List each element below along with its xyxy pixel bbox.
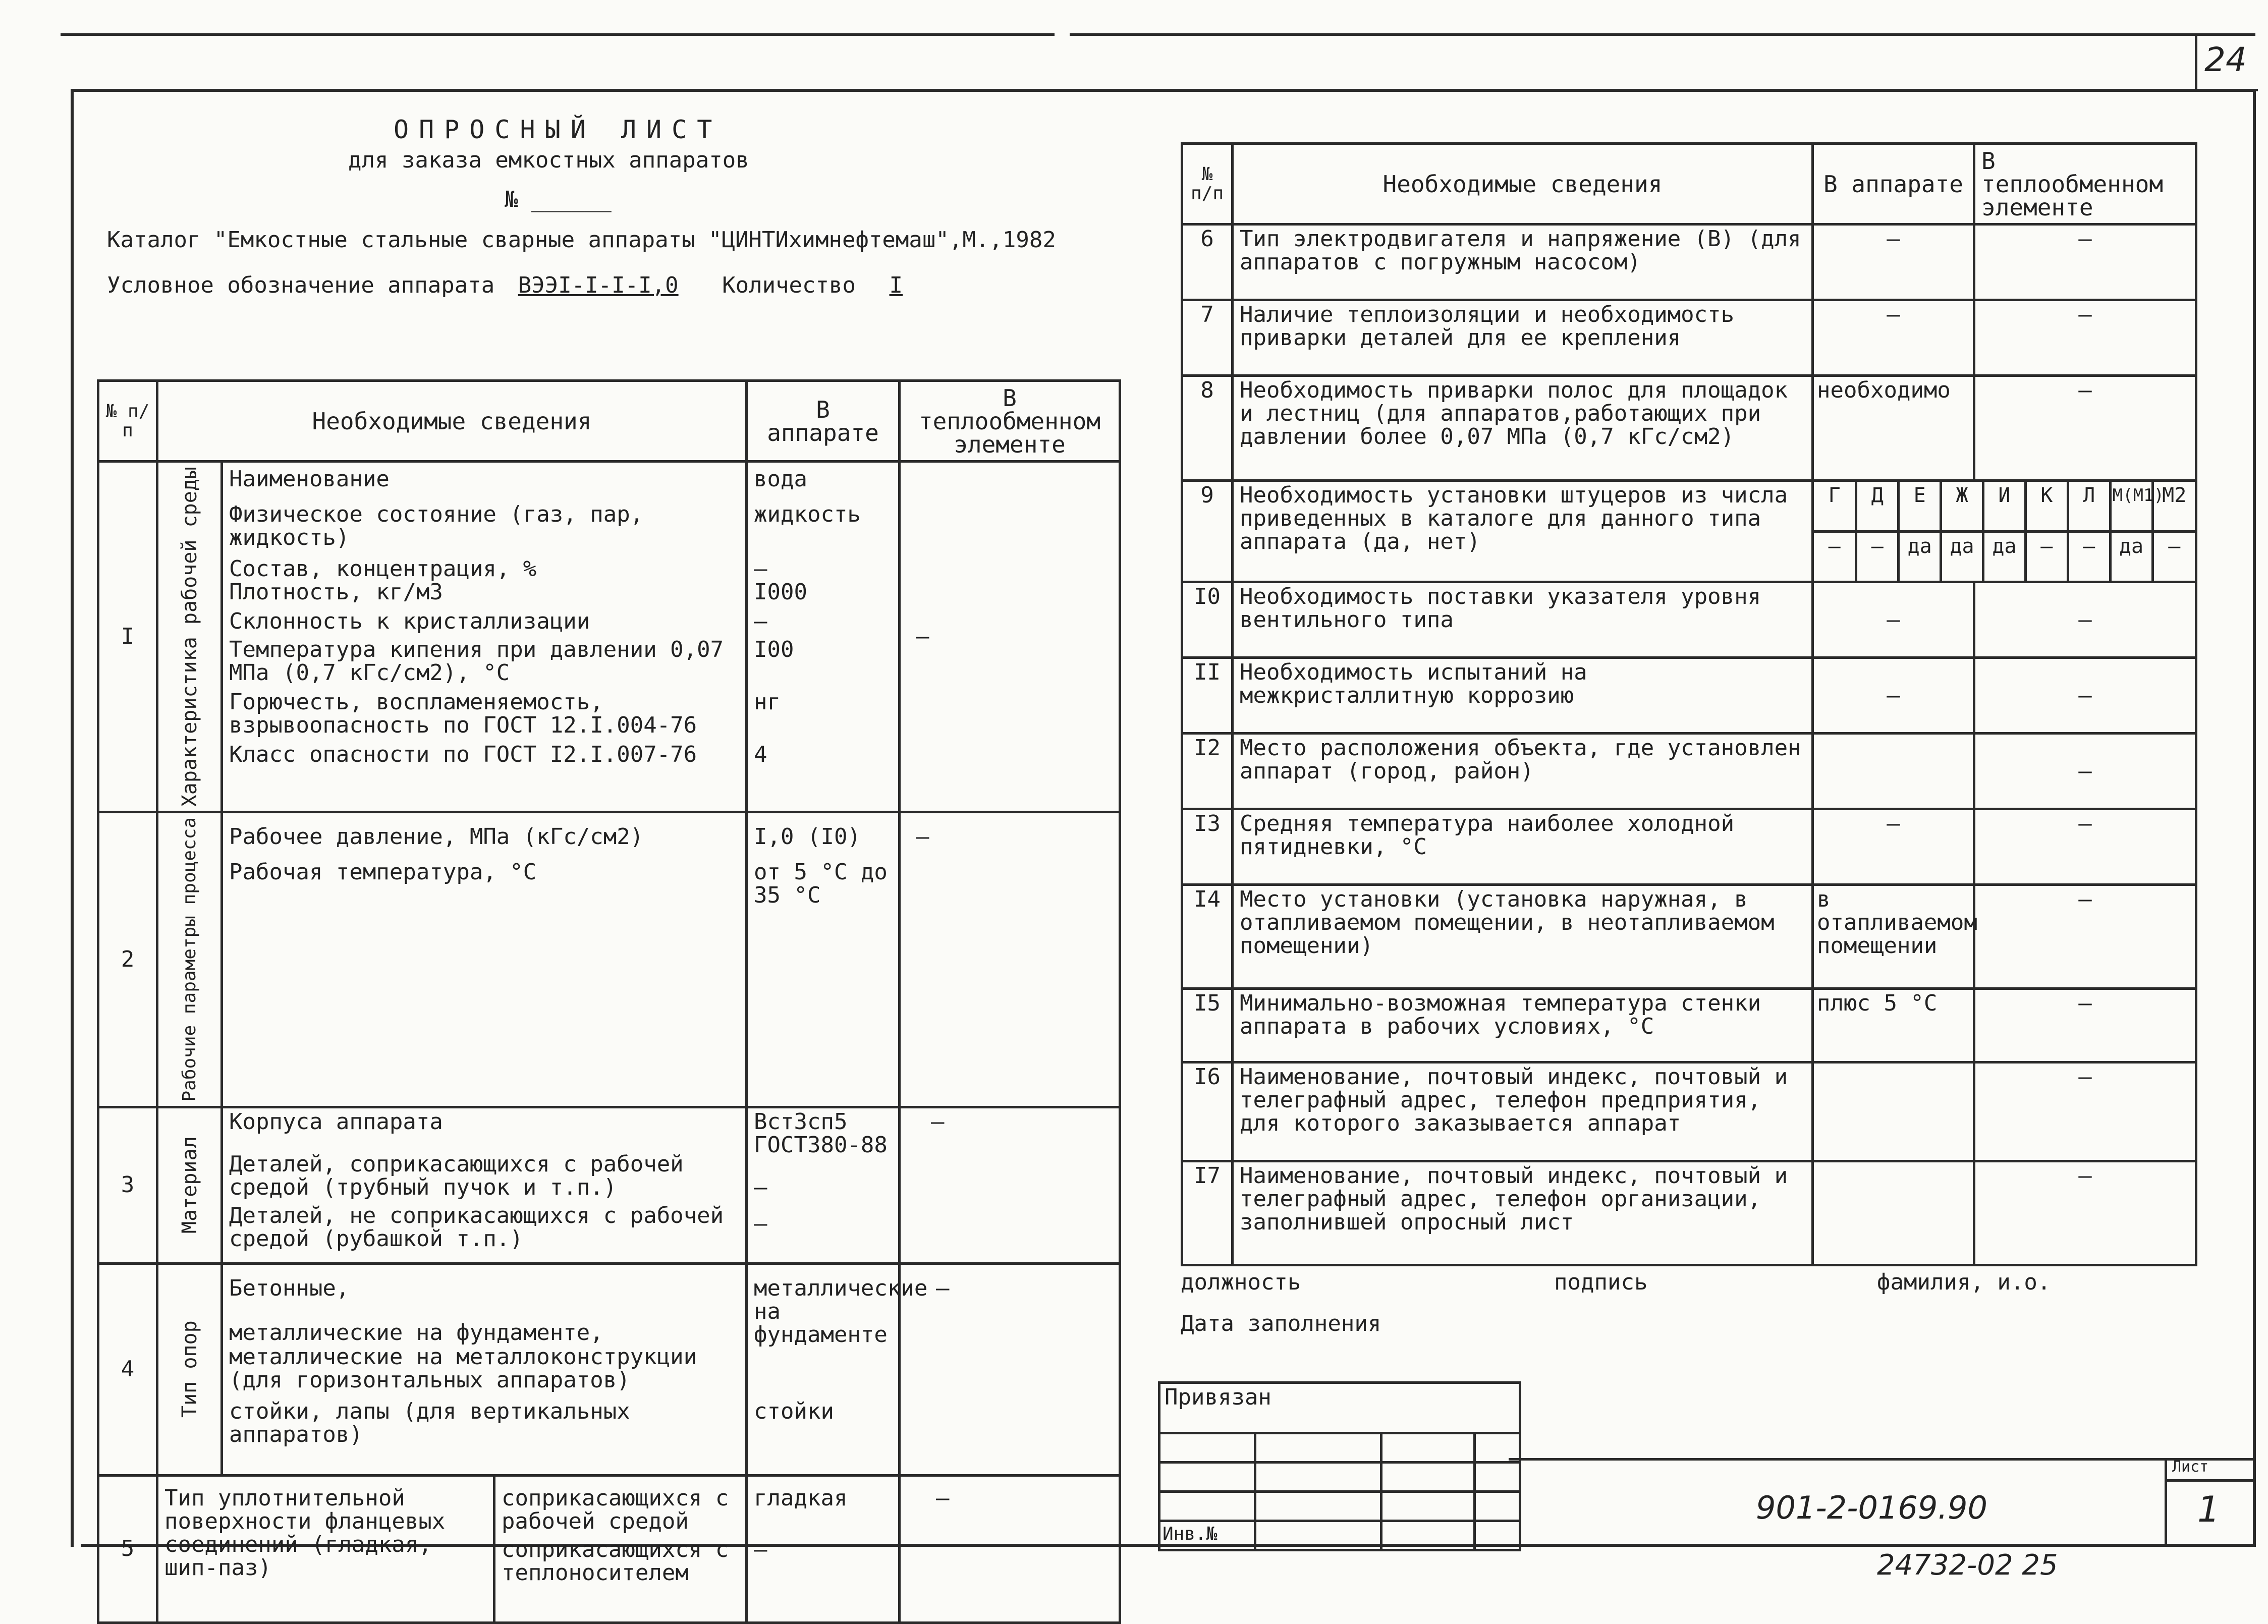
designation-label: Условное обозначение аппарата: [107, 272, 495, 298]
row-text: Наличие теплоизоляции и необходимость приварки деталей для ее крепления: [1233, 300, 1813, 376]
row-apparatus: –: [1813, 809, 1974, 885]
item-text: Деталей, не соприкасающихся с рабочей средой (рубашкой т.п.): [229, 1202, 724, 1252]
item-text: металлические на фундаменте,: [229, 1319, 603, 1346]
bound-label: Привязан: [1159, 1383, 1520, 1433]
row-apparatus: [1813, 1161, 1974, 1265]
row-num: I4: [1182, 885, 1233, 989]
row-text: Минимально-возможная температура стенки аппарата в рабочих условиях, °С: [1233, 989, 1813, 1062]
row-values: [747, 1475, 900, 1622]
header-info: Необходимые сведения: [157, 381, 747, 462]
row-apparatus: [1813, 734, 1974, 809]
row-text: Средняя температура наиболее холодной пятидневки, °С: [1233, 809, 1813, 885]
fitting-grid-cell: [1813, 481, 2196, 582]
row-values: [747, 1263, 928, 1475]
binding-stamp: [1158, 1381, 1521, 1551]
row-num: I0: [1182, 582, 1233, 658]
item-text: соприкасающихся с рабочей средой: [502, 1485, 729, 1534]
row-heat: –: [1974, 989, 2196, 1062]
fitting-value: да: [1983, 531, 2026, 581]
row-heat: –: [900, 1263, 1120, 1475]
item-value: нг: [754, 689, 781, 715]
row-text: Необходимость испытаний на межкристаллитную коррозию: [1233, 658, 1813, 734]
row-heat: –: [1974, 885, 2196, 989]
row-num: I2: [1182, 734, 1233, 809]
item-value: I000: [754, 579, 807, 605]
row-group-label: Материал: [157, 1107, 222, 1263]
frame-right: [2253, 89, 2256, 1547]
item-value: I,0 (I0): [754, 824, 861, 850]
fitting-grid: [1814, 482, 2195, 581]
row-num: 4: [98, 1263, 157, 1475]
fitting-letter: Ж: [1941, 482, 1983, 531]
item-value: металлические на фундаменте: [754, 1275, 928, 1348]
row-text: Необходимость установки штуцеров из числа приведенных в каталоге для данного типа аппарата (да, нет): [1233, 481, 1813, 582]
header-info: Необходимые сведения: [1233, 144, 1813, 225]
row-num: II: [1182, 658, 1233, 734]
sheet-number: 1: [2197, 1489, 2220, 1530]
row-num: 6: [1182, 225, 1233, 300]
fitting-letter: М(М1): [2110, 482, 2152, 531]
row-apparatus: –: [1813, 582, 1974, 658]
header-heat: В теплообменном элементе: [900, 381, 1120, 462]
item-value: 4: [754, 742, 767, 767]
fitting-letter: Е: [1899, 482, 1941, 531]
row-heat: –: [1974, 1062, 2196, 1161]
fitting-value: да: [1899, 531, 1941, 581]
row-num: 2: [98, 812, 157, 1107]
catalog-line: Каталог "Емкостные стальные сварные аппараты "ЦИНТИхимнефтемаш",М.,1982: [107, 227, 1056, 253]
row-text: Наименование, почтовый индекс, почтовый и телеграфный адрес, телефон организации, заполнившей опросный лист: [1233, 1161, 1813, 1265]
designation-line: [107, 272, 911, 298]
row-num: 9: [1182, 481, 1233, 582]
row-group-label: Тип опор: [157, 1263, 222, 1475]
row-text: Место расположения объекта, где установлен аппарат (город, район): [1233, 734, 1813, 809]
item-text: Состав, концентрация, %: [229, 556, 537, 582]
form-number: № ______: [505, 187, 612, 212]
row-heat: –: [900, 1107, 1120, 1263]
left-form-table: [97, 379, 1121, 1624]
fitting-letter: М2: [2152, 482, 2195, 531]
row-items: [222, 1107, 747, 1263]
row-num: I: [98, 462, 157, 812]
row-group-label: Тип уплотнительной поверхности фланцевых соединений (гладкая, шип-паз): [157, 1475, 494, 1622]
row-text: Тип электродвигателя и напряжение (В) (для аппаратов с погружным насосом): [1233, 225, 1813, 300]
right-form-table: [1181, 142, 2197, 1266]
item-value: –: [754, 556, 767, 582]
row-text: Необходимость приварки полос для площадок и лестниц (для аппаратов,работающих при давлении более 0,07 МПа (0,7 кГс/см2): [1233, 376, 1813, 481]
row-apparatus: –: [1813, 225, 1974, 300]
item-value: жидкость: [754, 501, 861, 527]
sheet-box: [2165, 1458, 2255, 1544]
item-text: Корпуса аппарата: [229, 1108, 443, 1135]
item-value: от 5 °С до 35 °С: [754, 859, 888, 909]
row-items: [494, 1475, 747, 1622]
row-num: I5: [1182, 989, 1233, 1062]
item-text: соприкасающихся с теплоносителем: [502, 1536, 729, 1586]
fitting-value: –: [2025, 531, 2068, 581]
item-value: –: [754, 1174, 767, 1200]
row-heat: –: [1974, 658, 2196, 734]
top-rule-left: [61, 33, 1055, 36]
item-text: стойки, лапы (для вертикальных аппаратов): [229, 1398, 630, 1447]
row-heat: –: [1974, 225, 2196, 300]
row-heat: –: [1974, 734, 2196, 809]
date-label: Дата заполнения: [1181, 1311, 1381, 1336]
form-title: ОПРОСНЫЙ ЛИСТ: [394, 115, 723, 144]
row-heat: –: [900, 462, 1120, 812]
item-text: Температура кипения при давлении 0,07 МПа (0,7 кГс/см2), °С: [229, 637, 724, 686]
item-text: Наименование: [229, 466, 390, 492]
row-heat: –: [1974, 582, 2196, 658]
row-num: 8: [1182, 376, 1233, 481]
item-value: –: [754, 608, 767, 634]
item-value: Вст3сп5 ГОСТ380-88: [754, 1108, 888, 1158]
fitting-value: –: [2152, 531, 2195, 581]
position-label: должность: [1181, 1269, 1301, 1295]
fitting-letter: Д: [1856, 482, 1899, 531]
item-value: I00: [754, 637, 794, 662]
row-items: [222, 462, 747, 812]
item-text: Горючесть, воспламеняемость, взрывоопасность по ГОСТ 12.I.004-76: [229, 689, 697, 738]
quantity-label: Количество: [722, 272, 856, 298]
item-text: Плотность, кг/м3: [229, 579, 443, 605]
row-heat: –: [1974, 300, 2196, 376]
row-apparatus: необходимо: [1813, 376, 1974, 481]
sheet-label: Лист: [2167, 1458, 2255, 1482]
designation-value: ВЭЭI-I-I-I,0: [518, 272, 679, 298]
item-value: стойки: [754, 1398, 834, 1424]
item-text: Рабочая температура, °С: [229, 859, 537, 885]
fitting-value: –: [2068, 531, 2110, 581]
row-num: I7: [1182, 1161, 1233, 1265]
row-apparatus: –: [1813, 300, 1974, 376]
item-text: Класс опасности по ГОСТ I2.I.007-76: [229, 742, 697, 767]
item-value: гладкая: [754, 1485, 848, 1511]
signature-label: подпись: [1554, 1269, 1648, 1295]
page-number: 24: [2204, 40, 2247, 79]
fitting-letter: К: [2025, 482, 2068, 531]
row-num: 3: [98, 1107, 157, 1263]
row-apparatus: в отапливаемом помещении: [1813, 885, 1974, 989]
item-text: Рабочее давление, МПа (кГс/см2): [229, 824, 644, 850]
row-num: 7: [1182, 300, 1233, 376]
item-text: Бетонные,: [229, 1275, 350, 1301]
item-value: –: [754, 1536, 767, 1562]
row-values: [747, 462, 900, 812]
form-subtitle: для заказа емкостных аппаратов: [348, 147, 749, 173]
frame-top: [71, 89, 2255, 92]
row-apparatus: [1813, 1062, 1974, 1161]
fitting-value: –: [1856, 531, 1899, 581]
row-heat: –: [900, 1475, 1120, 1622]
drawing-code: 901-2-0169.90: [1756, 1489, 1987, 1526]
row-text: Необходимость поставки указателя уровня вентильного типа: [1233, 582, 1813, 658]
row-group-label: Характеристика рабочей среды: [157, 462, 222, 812]
inv-label: Инв.№: [1159, 1521, 1255, 1550]
item-value: вода: [754, 466, 807, 492]
row-apparatus: –: [1813, 658, 1974, 734]
name-label: фамилия, и.о.: [1877, 1269, 2051, 1295]
row-values: [747, 812, 900, 1107]
row-heat: –: [1974, 809, 2196, 885]
frame-left: [71, 89, 74, 1547]
item-value: –: [754, 1210, 767, 1237]
item-text: Деталей, соприкасающихся с рабочей средой (трубный пучок и т.п.): [229, 1151, 684, 1200]
top-rule-right: [1070, 33, 2255, 36]
fitting-letter: Г: [1814, 482, 1856, 531]
row-items: [222, 812, 747, 1107]
row-values: [747, 1107, 900, 1263]
fitting-letter: Л: [2068, 482, 2110, 531]
header-num: № п/п: [98, 381, 157, 462]
header-apparatus: В аппарате: [747, 381, 900, 462]
row-heat: –: [1974, 376, 2196, 481]
header-heat: В теплообменном элементе: [1974, 144, 2196, 225]
row-group-label: Рабочие параметры процесса: [157, 812, 222, 1107]
row-heat: –: [900, 812, 1120, 1107]
row-num: I6: [1182, 1062, 1233, 1161]
row-apparatus: плюс 5 °С: [1813, 989, 1974, 1062]
item-text: Физическое состояние (газ, пар, жидкость): [229, 501, 644, 550]
footer-code: 24732-02 25: [1877, 1549, 2058, 1582]
upper-sheet-rule: [1509, 1458, 2255, 1461]
fitting-value: –: [1814, 531, 1856, 581]
row-heat: –: [1974, 1161, 2196, 1265]
row-text: Наименование, почтовый индекс, почтовый и телеграфный адрес, телефон предприятия, для которого заказывается аппарат: [1233, 1062, 1813, 1161]
row-num: 5: [98, 1475, 157, 1622]
fitting-value: да: [1941, 531, 1983, 581]
item-text: металлические на металлоконструкции (для горизонтальных аппаратов): [229, 1343, 697, 1393]
row-text: Место установки (установка наружная, в отапливаемом помещении, в неотапливаемом помещении): [1233, 885, 1813, 989]
header-apparatus: В аппарате: [1813, 144, 1974, 225]
quantity-value: I: [889, 272, 903, 298]
page-number-box: [2195, 33, 2258, 91]
fitting-letter: И: [1983, 482, 2026, 531]
header-num: № п/п: [1182, 144, 1233, 225]
row-num: I3: [1182, 809, 1233, 885]
fitting-value: да: [2110, 531, 2152, 581]
row-items: [222, 1263, 747, 1475]
item-text: Склонность к кристаллизации: [229, 608, 590, 634]
